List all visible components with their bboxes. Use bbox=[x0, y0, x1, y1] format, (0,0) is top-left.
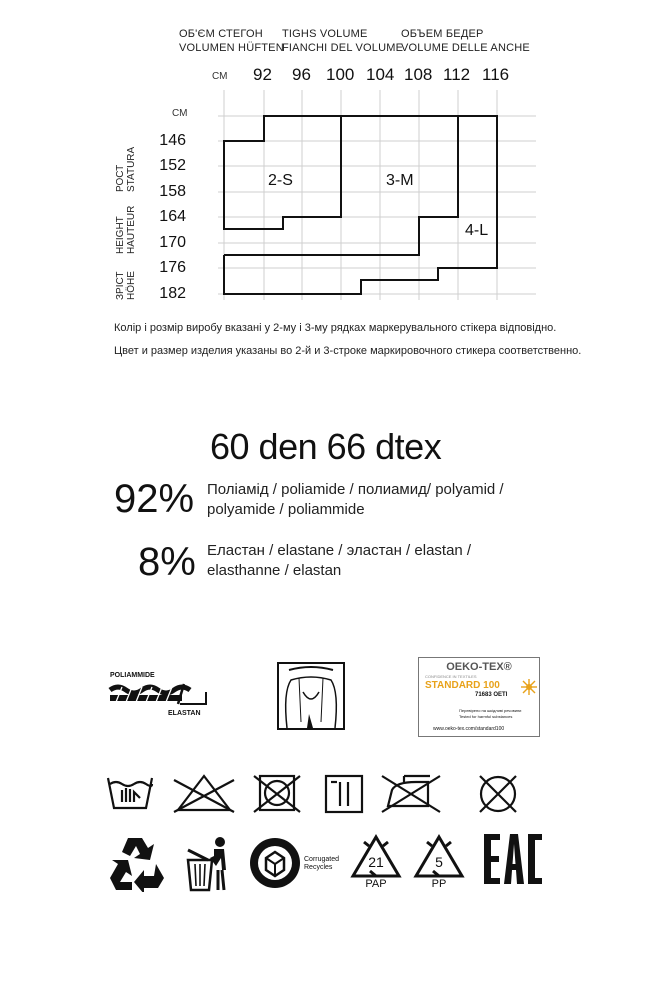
hip-tick: 100 bbox=[326, 65, 355, 84]
hip-tick: 96 bbox=[292, 65, 311, 84]
height-unit-label: СМ bbox=[172, 108, 188, 119]
height-tick: 182 bbox=[159, 285, 186, 302]
hip-volume-header-1: ОБ'ЄМ СТЕГОН VOLUMEN HÜFTEN bbox=[179, 28, 284, 54]
fiber-blend-icon: POLIAMMIDE ELASTAN bbox=[108, 672, 218, 722]
size-label-2-s: 2-S bbox=[268, 172, 293, 189]
height-tick: 146 bbox=[159, 132, 186, 149]
care-icons-row bbox=[100, 768, 550, 818]
oekotex-standard: STANDARD 100 bbox=[425, 680, 500, 691]
height-tick: 176 bbox=[159, 259, 186, 276]
hip-tick: 92 bbox=[253, 65, 272, 84]
hip-volume-header-3: ОБЪЕМ БЕДЕР VOLUME DELLE ANCHE bbox=[401, 28, 530, 54]
size-label-4-l: 4-L bbox=[465, 222, 489, 239]
height-tick: 164 bbox=[159, 208, 186, 225]
size-note-ru: Цвет и размер изделия указаны во 2-й и 3-строке маркировочного стикера соответственно. bbox=[114, 345, 582, 357]
hip-tick: 104 bbox=[366, 65, 395, 84]
height-axis-label: ЗРІСТ HÖHE bbox=[115, 271, 137, 300]
oekotex-url: www.oeko-tex.com/standard100 bbox=[433, 726, 505, 732]
oekotex-label: OEKO-TEX® CONFIDENCE IN TEXTILES STANDARD 100 71683 OETI Перевірено на шкідливі речовини Tested for harmful substances www.oeko-tex.com/standard100 bbox=[418, 657, 540, 737]
height-tick: 152 bbox=[159, 157, 186, 174]
oekotex-code: 71683 OETI bbox=[475, 692, 508, 698]
composition-text: Поліамід / poliamide / полиамид/ polyamid / polyamide / poliammide bbox=[207, 481, 504, 518]
no-dry-clean-icon bbox=[480, 776, 516, 812]
no-iron-icon bbox=[382, 776, 440, 812]
corrugated-recycles-icon: Corrugated Recycles bbox=[248, 836, 344, 890]
dispose-bin-icon bbox=[184, 836, 230, 892]
hip-tick: 112 bbox=[443, 65, 471, 84]
height-axis-label: РОСТ STATURA bbox=[115, 146, 137, 192]
no-tumble-dry-icon bbox=[254, 776, 300, 812]
composition-percent: 92% bbox=[114, 477, 195, 521]
hip-volume-header-2: TIGHS VOLUME FIANCHI DEL VOLUME bbox=[282, 28, 404, 54]
size-region-4-l bbox=[224, 116, 497, 294]
recycle-symbol-icon bbox=[106, 834, 168, 892]
tights-body-icon bbox=[277, 662, 345, 730]
composition-text: Еластан / elastane / эластан / elastan / elasthanne / elastan bbox=[207, 542, 472, 579]
oekotex-brand: OEKO-TEX® bbox=[446, 661, 512, 673]
height-tick: 170 bbox=[159, 234, 186, 251]
height-tick: 158 bbox=[159, 183, 186, 200]
pp-5-recycle-icon: 5 PP bbox=[413, 834, 465, 894]
pap-21-recycle-icon: 21 PAP bbox=[350, 834, 402, 894]
hip-unit-label: СМ bbox=[212, 71, 228, 82]
size-chart-grid bbox=[0, 0, 660, 320]
hip-tick: 108 bbox=[404, 65, 433, 84]
size-label-3-m: 3-M bbox=[386, 172, 414, 189]
density-text: 60 den 66 dtex bbox=[210, 426, 442, 467]
no-bleach-icon bbox=[174, 776, 234, 812]
hip-tick: 116 bbox=[482, 65, 510, 84]
height-axis-label: HEIGHT HAUTEUR bbox=[115, 205, 137, 254]
oekotex-tagline: CONFIDENCE IN TEXTILES bbox=[425, 674, 477, 679]
oekotex-flower-icon bbox=[520, 678, 538, 696]
line-dry-icon bbox=[326, 776, 362, 812]
size-regions bbox=[224, 116, 497, 294]
composition-percent: 8% bbox=[138, 540, 196, 584]
size-note-ua: Колір і розмір виробу вказані у 2-му і 3-му рядках маркерувального стікера відповідно. bbox=[114, 322, 557, 334]
wash-30-hand-icon bbox=[108, 778, 152, 808]
